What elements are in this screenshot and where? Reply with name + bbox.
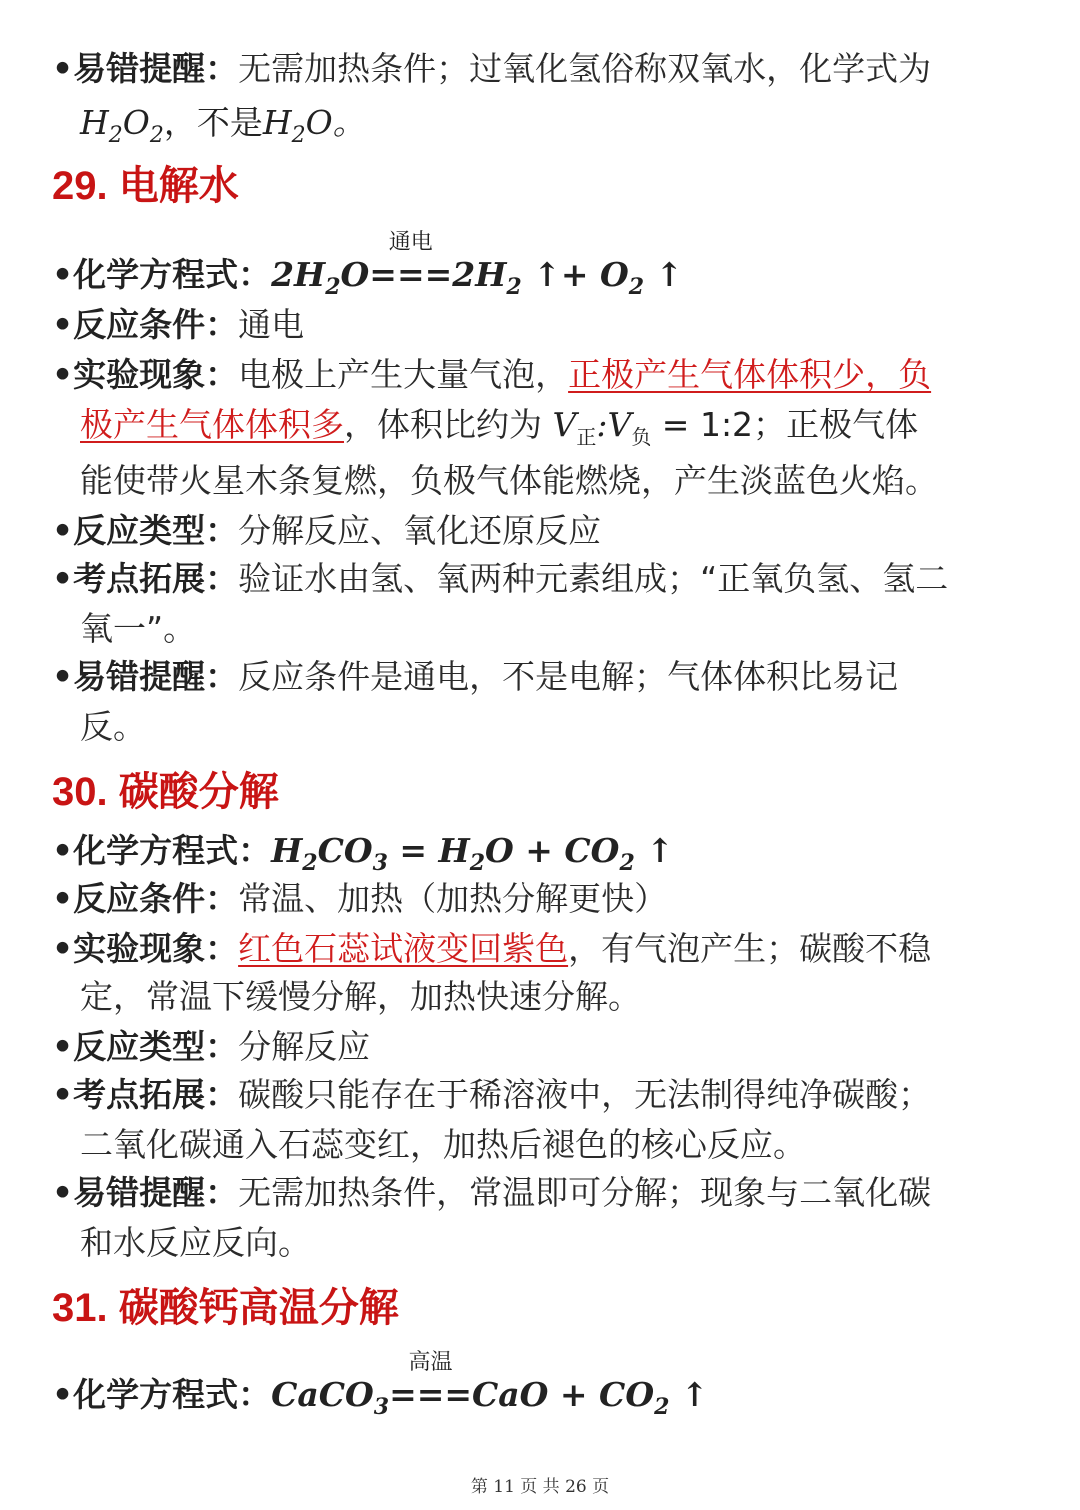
extension-label: 考点拓展： bbox=[73, 559, 239, 598]
eq-part: O bbox=[340, 255, 370, 294]
section-heading-29: 29. 电解水 bbox=[52, 164, 239, 208]
error-label: 易错提醒： bbox=[73, 49, 239, 88]
s29-type-line bbox=[52, 506, 1042, 556]
phenomenon-label: 实验现象： bbox=[73, 355, 239, 394]
eq-sub: 3 bbox=[372, 850, 388, 876]
bullet: • bbox=[52, 355, 74, 394]
s28-error-cont bbox=[80, 98, 1070, 161]
chemical-equation bbox=[271, 831, 674, 876]
bullet: • bbox=[52, 879, 74, 918]
eq-sign-with-condition bbox=[389, 1350, 473, 1420]
eq-part: ↑ bbox=[644, 255, 684, 294]
chemical-equation bbox=[271, 1350, 709, 1420]
phenomenon-text: 电极上产生大量气泡， bbox=[238, 355, 569, 394]
phenomenon-text: 正极气体 bbox=[786, 405, 919, 444]
s30-error-cont bbox=[80, 1218, 1070, 1268]
section-heading-30: 30. 碳酸分解 bbox=[52, 770, 279, 814]
eq-part: O + CO bbox=[485, 831, 620, 870]
ratio-v: V bbox=[607, 405, 632, 444]
formula-h2o-o: O。 bbox=[305, 103, 366, 142]
condition-text: 常温、加热（加热分解更快） bbox=[238, 879, 668, 918]
s29-phenomenon-cont bbox=[80, 400, 1070, 462]
highlight-text: 极产生气体体积多 bbox=[80, 405, 344, 444]
equation-label: 化学方程式： bbox=[73, 1375, 272, 1414]
s30-phenomenon-cont bbox=[80, 972, 1070, 1022]
bullet: • bbox=[52, 657, 74, 696]
error-label: 易错提醒： bbox=[73, 657, 239, 696]
extension-text: 碳酸只能存在于稀溶液中，无法制得纯净碳酸； bbox=[238, 1075, 932, 1114]
s28-error-line bbox=[52, 44, 1042, 94]
eq-sub: 2 bbox=[469, 850, 486, 876]
bullet: • bbox=[52, 559, 74, 598]
s29-phenomenon-line bbox=[52, 350, 1042, 400]
bullet: • bbox=[52, 1173, 74, 1212]
extension-text: 验证水由氢、氧两种元素组成；“正氧负氢、氢二 bbox=[238, 559, 949, 598]
s29-condition-line bbox=[52, 300, 1042, 350]
s30-phenomenon-line bbox=[52, 924, 1042, 974]
formula-sub: 2 bbox=[108, 123, 123, 148]
eq-part: CaCO bbox=[271, 1375, 374, 1414]
formula-h2o2-h: H bbox=[80, 103, 109, 142]
eq-sub: 2 bbox=[325, 274, 341, 300]
extension-text: 氧一”。 bbox=[80, 609, 197, 648]
eq-sub: 2 bbox=[628, 274, 645, 300]
equation-label: 化学方程式： bbox=[73, 255, 272, 294]
formula-sub: 2 bbox=[149, 123, 164, 148]
eq-sub: 2 bbox=[654, 1394, 670, 1420]
bullet: • bbox=[52, 1375, 74, 1414]
phenomenon-text: ，体积比约为 bbox=[344, 405, 553, 444]
reaction-condition: 高温 bbox=[408, 1350, 453, 1375]
reaction-condition: 通电 bbox=[388, 230, 433, 255]
bullet: • bbox=[52, 305, 74, 344]
error-label: 易错提醒： bbox=[73, 1173, 239, 1212]
bullet: • bbox=[52, 929, 74, 968]
eq-part: = H bbox=[387, 831, 470, 870]
bullet: • bbox=[52, 1075, 74, 1114]
eq-part: CO bbox=[317, 831, 373, 870]
s30-condition-line bbox=[52, 874, 1042, 924]
eq-sub: 2 bbox=[619, 850, 635, 876]
s29-error-line bbox=[52, 652, 1042, 702]
formula-h2o2-o: O bbox=[122, 103, 150, 142]
eq-sub: 2 bbox=[302, 850, 318, 876]
eq-sign: === bbox=[389, 1375, 473, 1414]
eq-part: H bbox=[271, 831, 303, 870]
phenomenon-text: 能使带火星木条复燃，负极气体能燃烧，产生淡蓝色火焰。 bbox=[80, 461, 938, 500]
s30-type-line bbox=[52, 1022, 1042, 1072]
type-label: 反应类型： bbox=[73, 1027, 239, 1066]
error-text: 反应条件是通电，不是电解；气体体积比易记 bbox=[238, 657, 899, 696]
formula-h2o-h: H bbox=[262, 103, 292, 142]
s29-extension-cont bbox=[80, 604, 1070, 654]
s30-extension-line bbox=[52, 1070, 1042, 1120]
chemical-equation bbox=[271, 230, 684, 300]
eq-sub: 3 bbox=[373, 1394, 390, 1420]
bullet: • bbox=[52, 49, 74, 88]
highlight-text: 红色石蕊试液变回紫色 bbox=[238, 929, 569, 968]
phenomenon-text: 定，常温下缓慢分解，加热快速分解。 bbox=[80, 977, 641, 1016]
condition-text: 通电 bbox=[238, 305, 305, 344]
type-text: 分解反应 bbox=[238, 1027, 371, 1066]
eq-part: 2H bbox=[271, 255, 326, 294]
type-text: 分解反应、氧化还原反应 bbox=[238, 511, 602, 550]
error-text: 无需加热条件，常温即可分解；现象与二氧化碳 bbox=[238, 1173, 932, 1212]
condition-label: 反应条件： bbox=[73, 305, 239, 344]
bullet: • bbox=[52, 255, 74, 294]
eq-part: ↑ bbox=[669, 1375, 709, 1414]
eq-part: CaO + CO bbox=[472, 1375, 655, 1414]
formula-sub: 2 bbox=[291, 123, 306, 148]
s30-extension-cont bbox=[80, 1120, 1070, 1170]
eq-part: ↑ bbox=[634, 831, 674, 870]
s30-error-line bbox=[52, 1168, 1042, 1218]
ratio-sub: 正 bbox=[576, 425, 597, 449]
text: ，不是 bbox=[163, 103, 263, 142]
extension-label: 考点拓展： bbox=[73, 1075, 239, 1114]
error-text: 无需加热条件；过氧化氢俗称双氧水，化学式为 bbox=[238, 49, 932, 88]
eq-part: 2H bbox=[452, 255, 507, 294]
bullet: • bbox=[52, 831, 74, 870]
eq-sub: 2 bbox=[506, 274, 522, 300]
ratio-sub: 负 bbox=[631, 425, 652, 449]
ratio-value: = 1:2； bbox=[651, 405, 787, 444]
section-heading-31: 31. 碳酸钙高温分解 bbox=[52, 1286, 399, 1330]
eq-sign-with-condition bbox=[369, 230, 453, 300]
bullet: • bbox=[52, 1027, 74, 1066]
eq-sign: === bbox=[369, 255, 453, 294]
eq-part: O bbox=[599, 255, 629, 294]
condition-label: 反应条件： bbox=[73, 879, 239, 918]
phenomenon-text: ，有气泡产生；碳酸不稳 bbox=[568, 929, 932, 968]
extension-text: 二氧化碳通入石蕊变红，加热后褪色的核心反应。 bbox=[80, 1125, 806, 1164]
highlight-text: 正极产生气体体积少，负 bbox=[568, 355, 932, 394]
s29-extension-line bbox=[52, 554, 1042, 604]
phenomenon-label: 实验现象： bbox=[73, 929, 239, 968]
s31-equation-line bbox=[52, 1350, 1042, 1432]
equation-label: 化学方程式： bbox=[73, 831, 272, 870]
error-text: 反。 bbox=[80, 707, 146, 746]
s29-error-cont bbox=[80, 702, 1070, 752]
type-label: 反应类型： bbox=[73, 511, 239, 550]
error-text: 和水反应反向。 bbox=[80, 1223, 311, 1262]
ratio-v: V bbox=[552, 405, 577, 444]
ratio-colon: : bbox=[596, 405, 608, 444]
s29-phenomenon-cont2 bbox=[80, 456, 1070, 506]
eq-part: ↑+ bbox=[521, 255, 600, 294]
bullet: • bbox=[52, 511, 74, 550]
page-footer: 第 11 页 共 26 页 bbox=[470, 1477, 610, 1497]
